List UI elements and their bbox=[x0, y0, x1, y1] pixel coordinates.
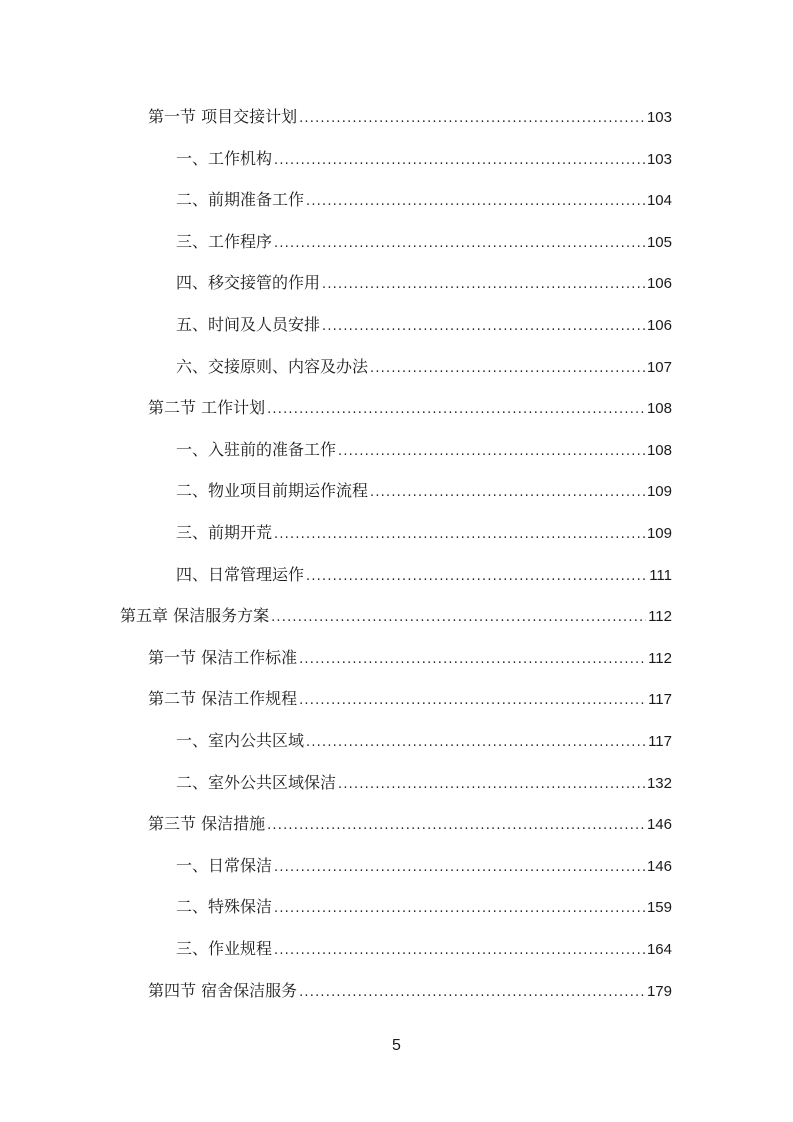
toc-entry[interactable] bbox=[176, 895, 672, 919]
toc-entry-page: 111 bbox=[649, 566, 672, 584]
toc-entry-page: 112 bbox=[648, 608, 672, 626]
toc-entry[interactable] bbox=[176, 438, 672, 462]
toc-entry-page: 109 bbox=[646, 525, 672, 542]
toc-entry-page: 103 bbox=[646, 109, 672, 126]
toc-entry-title: 二、物业项目前期运作流程 bbox=[176, 481, 369, 501]
toc-entry-title: 第一节 项目交接计划 bbox=[148, 107, 298, 126]
toc-entry-title: 第四节 宿舍保洁服务 bbox=[148, 980, 298, 1000]
toc-entry[interactable] bbox=[148, 687, 672, 711]
toc-entry[interactable] bbox=[176, 271, 672, 295]
toc-entry[interactable] bbox=[148, 979, 672, 1003]
toc-entry[interactable] bbox=[176, 188, 672, 212]
dot-leader bbox=[322, 315, 645, 339]
toc-entry[interactable] bbox=[176, 563, 672, 587]
toc-entry-page: 117 bbox=[648, 733, 672, 750]
dot-leader bbox=[271, 606, 646, 630]
toc-entry-title: 第二节 保洁工作规程 bbox=[148, 689, 298, 709]
toc-entry[interactable] bbox=[148, 396, 672, 420]
toc-entry[interactable] bbox=[176, 313, 672, 337]
toc-entry-title: 第二节 工作计划 bbox=[148, 398, 266, 418]
toc-entry-page: 146 bbox=[646, 816, 672, 834]
toc-entry-page: 106 bbox=[646, 275, 672, 293]
dot-leader bbox=[306, 190, 645, 214]
dot-leader bbox=[274, 856, 645, 880]
toc-entry[interactable] bbox=[148, 812, 672, 836]
toc-entry-page: 104 bbox=[646, 192, 672, 210]
dot-leader bbox=[299, 107, 645, 131]
toc-entry[interactable] bbox=[148, 646, 672, 670]
toc-entry-title: 一、室内公共区域 bbox=[176, 731, 305, 750]
toc-entry[interactable] bbox=[176, 854, 672, 878]
toc-entry[interactable] bbox=[176, 355, 672, 379]
toc-entry-page: 159 bbox=[646, 899, 672, 917]
toc-entry-page: 103 bbox=[646, 150, 672, 168]
toc-entry-title: 三、作业规程 bbox=[176, 939, 273, 958]
toc-entry-page: 107 bbox=[646, 358, 672, 376]
toc-entry-page: 146 bbox=[646, 857, 672, 875]
toc-entry-page: 105 bbox=[646, 233, 672, 251]
toc-entry-title: 第三节 保洁措施 bbox=[148, 814, 266, 834]
toc-entry[interactable] bbox=[176, 147, 672, 171]
toc-entry-title: 四、日常管理运作 bbox=[176, 564, 305, 584]
dot-leader bbox=[306, 731, 646, 755]
dot-leader bbox=[274, 232, 645, 256]
toc-entry-title: 一、入驻前的准备工作 bbox=[176, 439, 337, 459]
toc-entry[interactable] bbox=[148, 105, 672, 129]
toc-entry-title: 一、工作机构 bbox=[176, 148, 273, 168]
toc-entry-title: 二、特殊保洁 bbox=[176, 897, 273, 917]
dot-leader bbox=[299, 689, 646, 713]
toc-entry-page: 164 bbox=[646, 941, 672, 958]
toc-entry-title: 三、前期开荒 bbox=[176, 523, 273, 542]
toc-entry-page: 179 bbox=[646, 982, 672, 1000]
toc-entry-title: 三、工作程序 bbox=[176, 231, 273, 251]
toc-entry-page: 112 bbox=[648, 649, 672, 667]
dot-leader bbox=[267, 398, 645, 422]
dot-leader bbox=[338, 773, 645, 797]
dot-leader bbox=[274, 897, 645, 921]
dot-leader bbox=[322, 273, 645, 297]
dot-leader bbox=[306, 565, 647, 589]
toc-entry-title: 第一节 保洁工作标准 bbox=[148, 647, 298, 667]
toc-entry-page: 117 bbox=[648, 691, 672, 709]
dot-leader bbox=[370, 357, 645, 381]
toc-entry-title: 二、室外公共区域保洁 bbox=[176, 772, 337, 792]
toc-entry-page: 109 bbox=[646, 483, 672, 501]
toc-entry-page: 106 bbox=[646, 317, 672, 334]
toc-entry-page: 108 bbox=[646, 441, 672, 459]
dot-leader bbox=[338, 440, 645, 464]
toc-entry-title: 四、移交接管的作用 bbox=[176, 273, 321, 293]
toc-entry[interactable] bbox=[176, 729, 672, 753]
toc-entry-title: 五、时间及人员安排 bbox=[176, 315, 321, 334]
dot-leader bbox=[370, 481, 645, 505]
toc-entry[interactable] bbox=[120, 604, 672, 628]
dot-leader bbox=[274, 149, 645, 173]
toc-entry-title: 第五章 保洁服务方案 bbox=[120, 606, 270, 626]
dot-leader bbox=[299, 981, 645, 1005]
toc-entry[interactable] bbox=[176, 937, 672, 961]
dot-leader bbox=[274, 939, 645, 963]
toc-entry[interactable] bbox=[176, 230, 672, 254]
toc-entry-page: 132 bbox=[646, 774, 672, 792]
toc-entry[interactable] bbox=[176, 479, 672, 503]
toc-entry[interactable] bbox=[176, 521, 672, 545]
page-number: 5 bbox=[392, 1037, 401, 1054]
toc-entry-title: 六、交接原则、内容及办法 bbox=[176, 356, 369, 376]
dot-leader bbox=[267, 814, 645, 838]
toc-entry-page: 108 bbox=[646, 400, 672, 418]
toc-entry-title: 二、前期准备工作 bbox=[176, 190, 305, 210]
dot-leader bbox=[299, 648, 646, 672]
toc-entry-title: 一、日常保洁 bbox=[176, 855, 273, 875]
dot-leader bbox=[274, 523, 645, 547]
toc-entry[interactable] bbox=[176, 771, 672, 795]
